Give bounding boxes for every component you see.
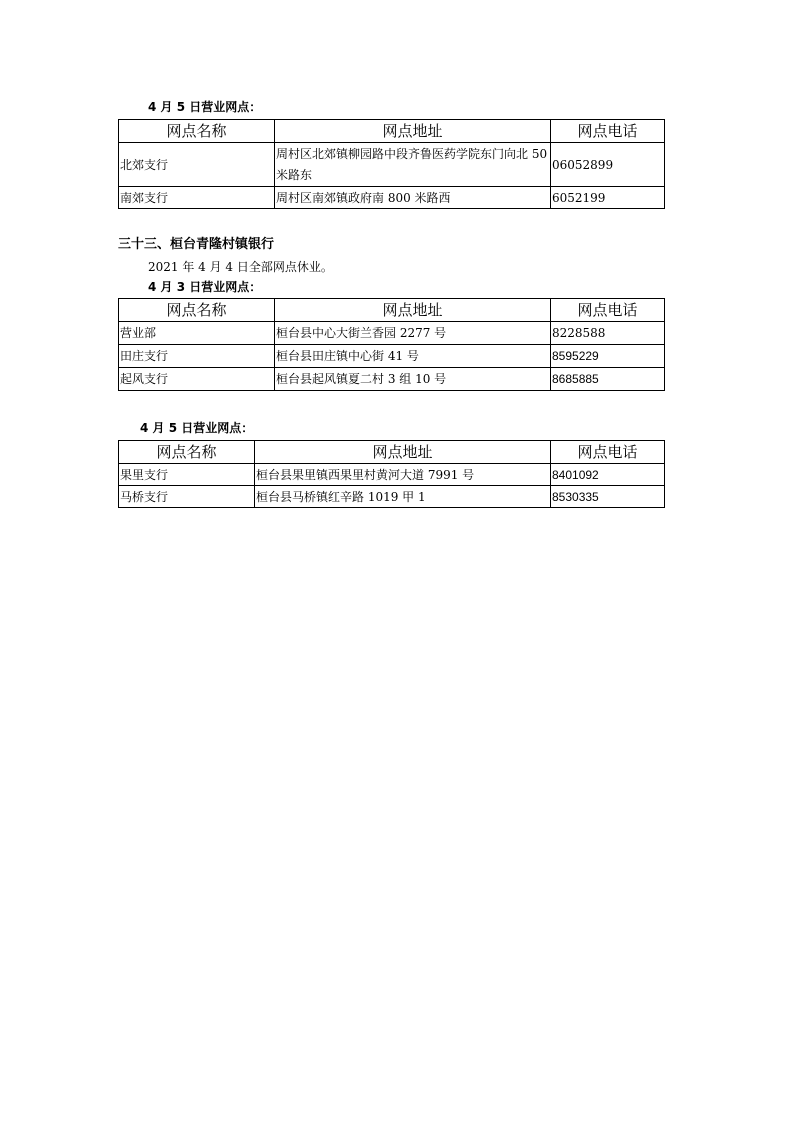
- header-name: 网点名称: [119, 299, 275, 322]
- branch-phone: 06052899: [551, 143, 665, 187]
- branch-phone: 8530335: [551, 486, 665, 508]
- branch-name: 起风支行: [119, 368, 275, 391]
- branch-phone: 8595229: [551, 345, 665, 368]
- table-header-row: [119, 120, 665, 143]
- section-title: 三十三、桓台青隆村镇银行: [118, 237, 275, 252]
- header-address: 网点地址: [275, 299, 551, 322]
- branch-address-text: 周村区北郊镇柳园路中段齐鲁医药学院东门向北 50 米路东: [276, 146, 548, 182]
- branch-address: 桓台县马桥镇红辛路 1019 甲 1: [255, 486, 551, 508]
- subheading-apr3: 4 月 3 日营业网点：: [148, 280, 262, 294]
- branch-name: 营业部: [119, 322, 275, 345]
- branch-name: 北郊支行: [119, 143, 275, 187]
- header-phone: 网点电话: [551, 120, 665, 143]
- header-address: 网点地址: [275, 120, 551, 143]
- subheading-apr5-zhoucun: 4 月 5 日营业网点：: [148, 100, 262, 114]
- table-header-row: [119, 299, 665, 322]
- table-row: [119, 368, 665, 391]
- branch-name: 南郊支行: [119, 187, 275, 209]
- header-phone: 网点电话: [551, 441, 665, 464]
- header-phone: 网点电话: [551, 299, 665, 322]
- table-row: [119, 143, 665, 187]
- branch-address: [275, 143, 551, 187]
- table-row: [119, 345, 665, 368]
- branch-phone: 6052199: [551, 187, 665, 209]
- table-row: [119, 322, 665, 345]
- branch-name: 果里支行: [119, 464, 255, 486]
- branch-address: 桓台县果里镇西果里村黄河大道 7991 号: [255, 464, 551, 486]
- branch-name: 田庄支行: [119, 345, 275, 368]
- table-row: [119, 486, 665, 508]
- branch-name: 马桥支行: [119, 486, 255, 508]
- branch-address: 桓台县起风镇夏二村 3 组 10 号: [275, 368, 551, 391]
- branch-address: 桓台县中心大街兰香园 2277 号: [275, 322, 551, 345]
- branch-phone: 8401092: [551, 464, 665, 486]
- table-header-row: [119, 441, 665, 464]
- header-name: 网点名称: [119, 441, 255, 464]
- branch-address: 桓台县田庄镇中心街 41 号: [275, 345, 551, 368]
- branch-table-apr5-zhoucun: [118, 119, 665, 209]
- table-row: [119, 187, 665, 209]
- branch-phone: 8228588: [551, 322, 665, 345]
- closure-note: 2021 年 4 月 4 日全部网点休业。: [148, 260, 333, 274]
- branch-table-apr5-huantai: [118, 440, 665, 508]
- subheading-apr5-huantai: 4 月 5 日营业网点：: [140, 421, 254, 435]
- header-address: 网点地址: [255, 441, 551, 464]
- branch-table-apr3: [118, 298, 665, 391]
- table-row: [119, 464, 665, 486]
- branch-address: 周村区南郊镇政府南 800 米路西: [275, 187, 551, 209]
- branch-phone: 8685885: [551, 368, 665, 391]
- header-name: 网点名称: [119, 120, 275, 143]
